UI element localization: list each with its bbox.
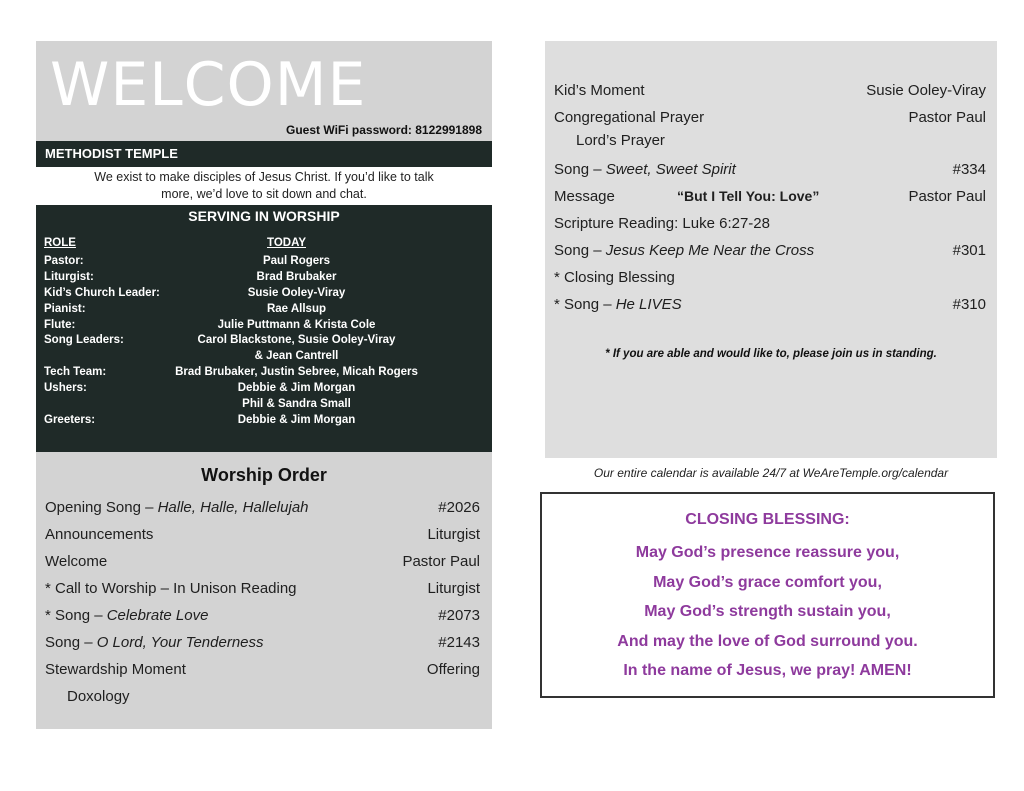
serving-role: Kid’s Church Leader:: [44, 286, 160, 299]
order-item-text: Stewardship Moment: [45, 661, 186, 678]
order-item: [554, 104, 986, 127]
serving-person: Debbie & Jim Morgan: [237, 382, 356, 395]
order-item: [554, 183, 986, 210]
order-item-label: [554, 291, 682, 318]
serving-role: Flute:: [44, 318, 76, 331]
serving-person: Phil & Sandra Small: [242, 398, 351, 411]
order-item-text: * Call to Worship – In Unison Reading: [45, 580, 297, 597]
order-item-text: Song –: [554, 242, 606, 259]
order-item-detail: #301: [952, 242, 986, 259]
order-item-detail: Pastor Paul: [402, 553, 480, 570]
closing-blessing-lines: [542, 538, 993, 686]
serving-person: Debbie & Jim Morgan: [237, 413, 356, 426]
worship-order-title: Worship Order: [201, 465, 327, 485]
order-item: [554, 237, 986, 264]
order-item-text: * Song –: [554, 296, 616, 313]
order-item-label: [554, 237, 814, 264]
order-item-label: [554, 183, 615, 210]
order-item: [45, 683, 480, 710]
serving-role: Ushers:: [44, 382, 87, 395]
order-item-text: Announcements: [45, 526, 154, 543]
welcome-title: WELCOME: [50, 50, 367, 120]
blessing-line: May God’s strength sustain you,: [644, 603, 891, 621]
order-item: [554, 127, 986, 156]
order-item: [554, 291, 986, 318]
blessing-line: In the name of Jesus, we pray! AMEN!: [623, 662, 912, 680]
order-item: [554, 210, 986, 237]
serving-role: Song Leaders:: [44, 334, 124, 347]
worship-order-left-area: [36, 41, 492, 729]
serving-person: Carol Blackstone, Susie Ooley-Viray: [197, 334, 396, 347]
order-item-label: [67, 683, 130, 710]
mission-line-2: more, we’d love to sit down and chat.: [161, 187, 367, 201]
order-item-label: [45, 494, 309, 521]
order-item-text: Message: [554, 188, 615, 205]
order-item-text: Song –: [554, 161, 606, 178]
order-item-label: [45, 656, 186, 683]
order-item-text: Doxology: [67, 688, 130, 705]
order-item-detail: #310: [952, 296, 986, 313]
order-item-label: [554, 264, 675, 291]
order-item: [45, 494, 480, 521]
order-item-label: [45, 602, 208, 629]
order-item-label: [45, 548, 107, 575]
serving-person: Rae Allsup: [266, 302, 326, 315]
order-item-detail: #334: [952, 161, 986, 178]
worship-order-list-left: [45, 494, 480, 710]
order-item: [45, 575, 480, 602]
closing-blessing-box: [540, 492, 995, 698]
serving-person: Paul Rogers: [262, 255, 331, 267]
mission-line-1: We exist to make disciples of Jesus Christ. If you’d like to talk: [94, 170, 434, 184]
order-item-text: Opening Song –: [45, 499, 158, 516]
order-item-text: * Song –: [45, 607, 107, 624]
order-item-song-title: Celebrate Love: [106, 607, 209, 624]
standing-note: * If you are able and would like to, please join us in standing.: [605, 348, 937, 360]
serving-person: & Jean Cantrell: [254, 350, 339, 363]
order-item-detail: Liturgist: [427, 580, 480, 597]
order-item-label: [554, 156, 736, 183]
order-item-text: Congregational Prayer: [554, 109, 705, 126]
serving-title: SERVING IN WORSHIP: [188, 208, 340, 224]
order-item-song-title: Jesus Keep Me Near the Cross: [605, 242, 815, 259]
order-item-label: [576, 127, 665, 154]
order-item-song-title: He LIVES: [615, 296, 682, 313]
order-item: [45, 656, 480, 683]
order-item-detail: Liturgist: [427, 526, 480, 543]
order-item-text: Lord’s Prayer: [576, 132, 665, 149]
wifi-password: Guest WiFi password: 8122991898: [286, 123, 482, 137]
order-item-detail: Pastor Paul: [908, 188, 986, 205]
order-item: [554, 264, 986, 291]
order-item-label: [45, 575, 297, 602]
order-item: [45, 602, 480, 629]
order-item: [45, 521, 480, 548]
order-item-text: * Closing Blessing: [554, 269, 675, 286]
order-item-detail: #2073: [438, 607, 480, 624]
order-item: [554, 156, 986, 183]
order-item-text: Kid’s Moment: [554, 82, 645, 99]
order-item-label: [554, 77, 645, 104]
order-item: [45, 629, 480, 656]
order-item-detail: #2026: [438, 499, 480, 516]
order-item-text: Song –: [45, 634, 97, 651]
serving-role: Liturgist:: [44, 270, 94, 283]
blessing-line: May God’s grace comfort you,: [653, 573, 882, 591]
serving-role: Greeters:: [44, 413, 96, 426]
role-header: ROLE: [44, 237, 76, 249]
blessing-line: May God’s presence reassure you,: [635, 544, 900, 561]
serving-role: Pianist:: [44, 302, 86, 315]
order-item-detail: Susie Ooley-Viray: [866, 82, 986, 99]
order-item-song-title: O Lord, Your Tenderness: [96, 634, 264, 651]
message-title: “But I Tell You: Love”: [677, 188, 820, 204]
right-page-panel: [545, 41, 997, 458]
blessing-line: And may the love of God surround you.: [617, 632, 918, 650]
serving-person: Brad Brubaker: [256, 270, 337, 283]
order-item-song-title: Sweet, Sweet Spirit: [605, 161, 736, 178]
order-item-text: Welcome: [45, 553, 108, 570]
order-item-text: Scripture Reading: Luke 6:27-28: [554, 215, 770, 232]
serving-person: Susie Ooley-Viray: [247, 286, 346, 299]
calendar-note: Our entire calendar is available 24/7 at WeAreTemple.org/calendar: [593, 466, 949, 480]
order-item-label: [45, 521, 153, 548]
closing-blessing-title: CLOSING BLESSING:: [685, 511, 850, 528]
serving-role: Pastor:: [44, 255, 84, 267]
order-item: [45, 548, 480, 575]
serving-role: Tech Team:: [44, 366, 107, 379]
order-item-detail: #2143: [438, 634, 480, 651]
order-item-song-title: Halle, Halle, Hallelujah: [157, 499, 309, 516]
order-item-detail: Offering: [426, 661, 480, 678]
serving-person: Brad Brubaker, Justin Sebree, Micah Rogers: [175, 366, 418, 379]
order-item-label: [45, 629, 264, 656]
serving-person: Julie Puttmann & Krista Cole: [217, 318, 376, 331]
order-item-label: [554, 210, 770, 237]
order-item-detail: Pastor Paul: [908, 109, 986, 126]
church-name: METHODIST TEMPLE: [45, 146, 178, 161]
order-item: [554, 77, 986, 104]
worship-order-list-right: [554, 77, 986, 318]
today-header: TODAY: [267, 237, 306, 249]
